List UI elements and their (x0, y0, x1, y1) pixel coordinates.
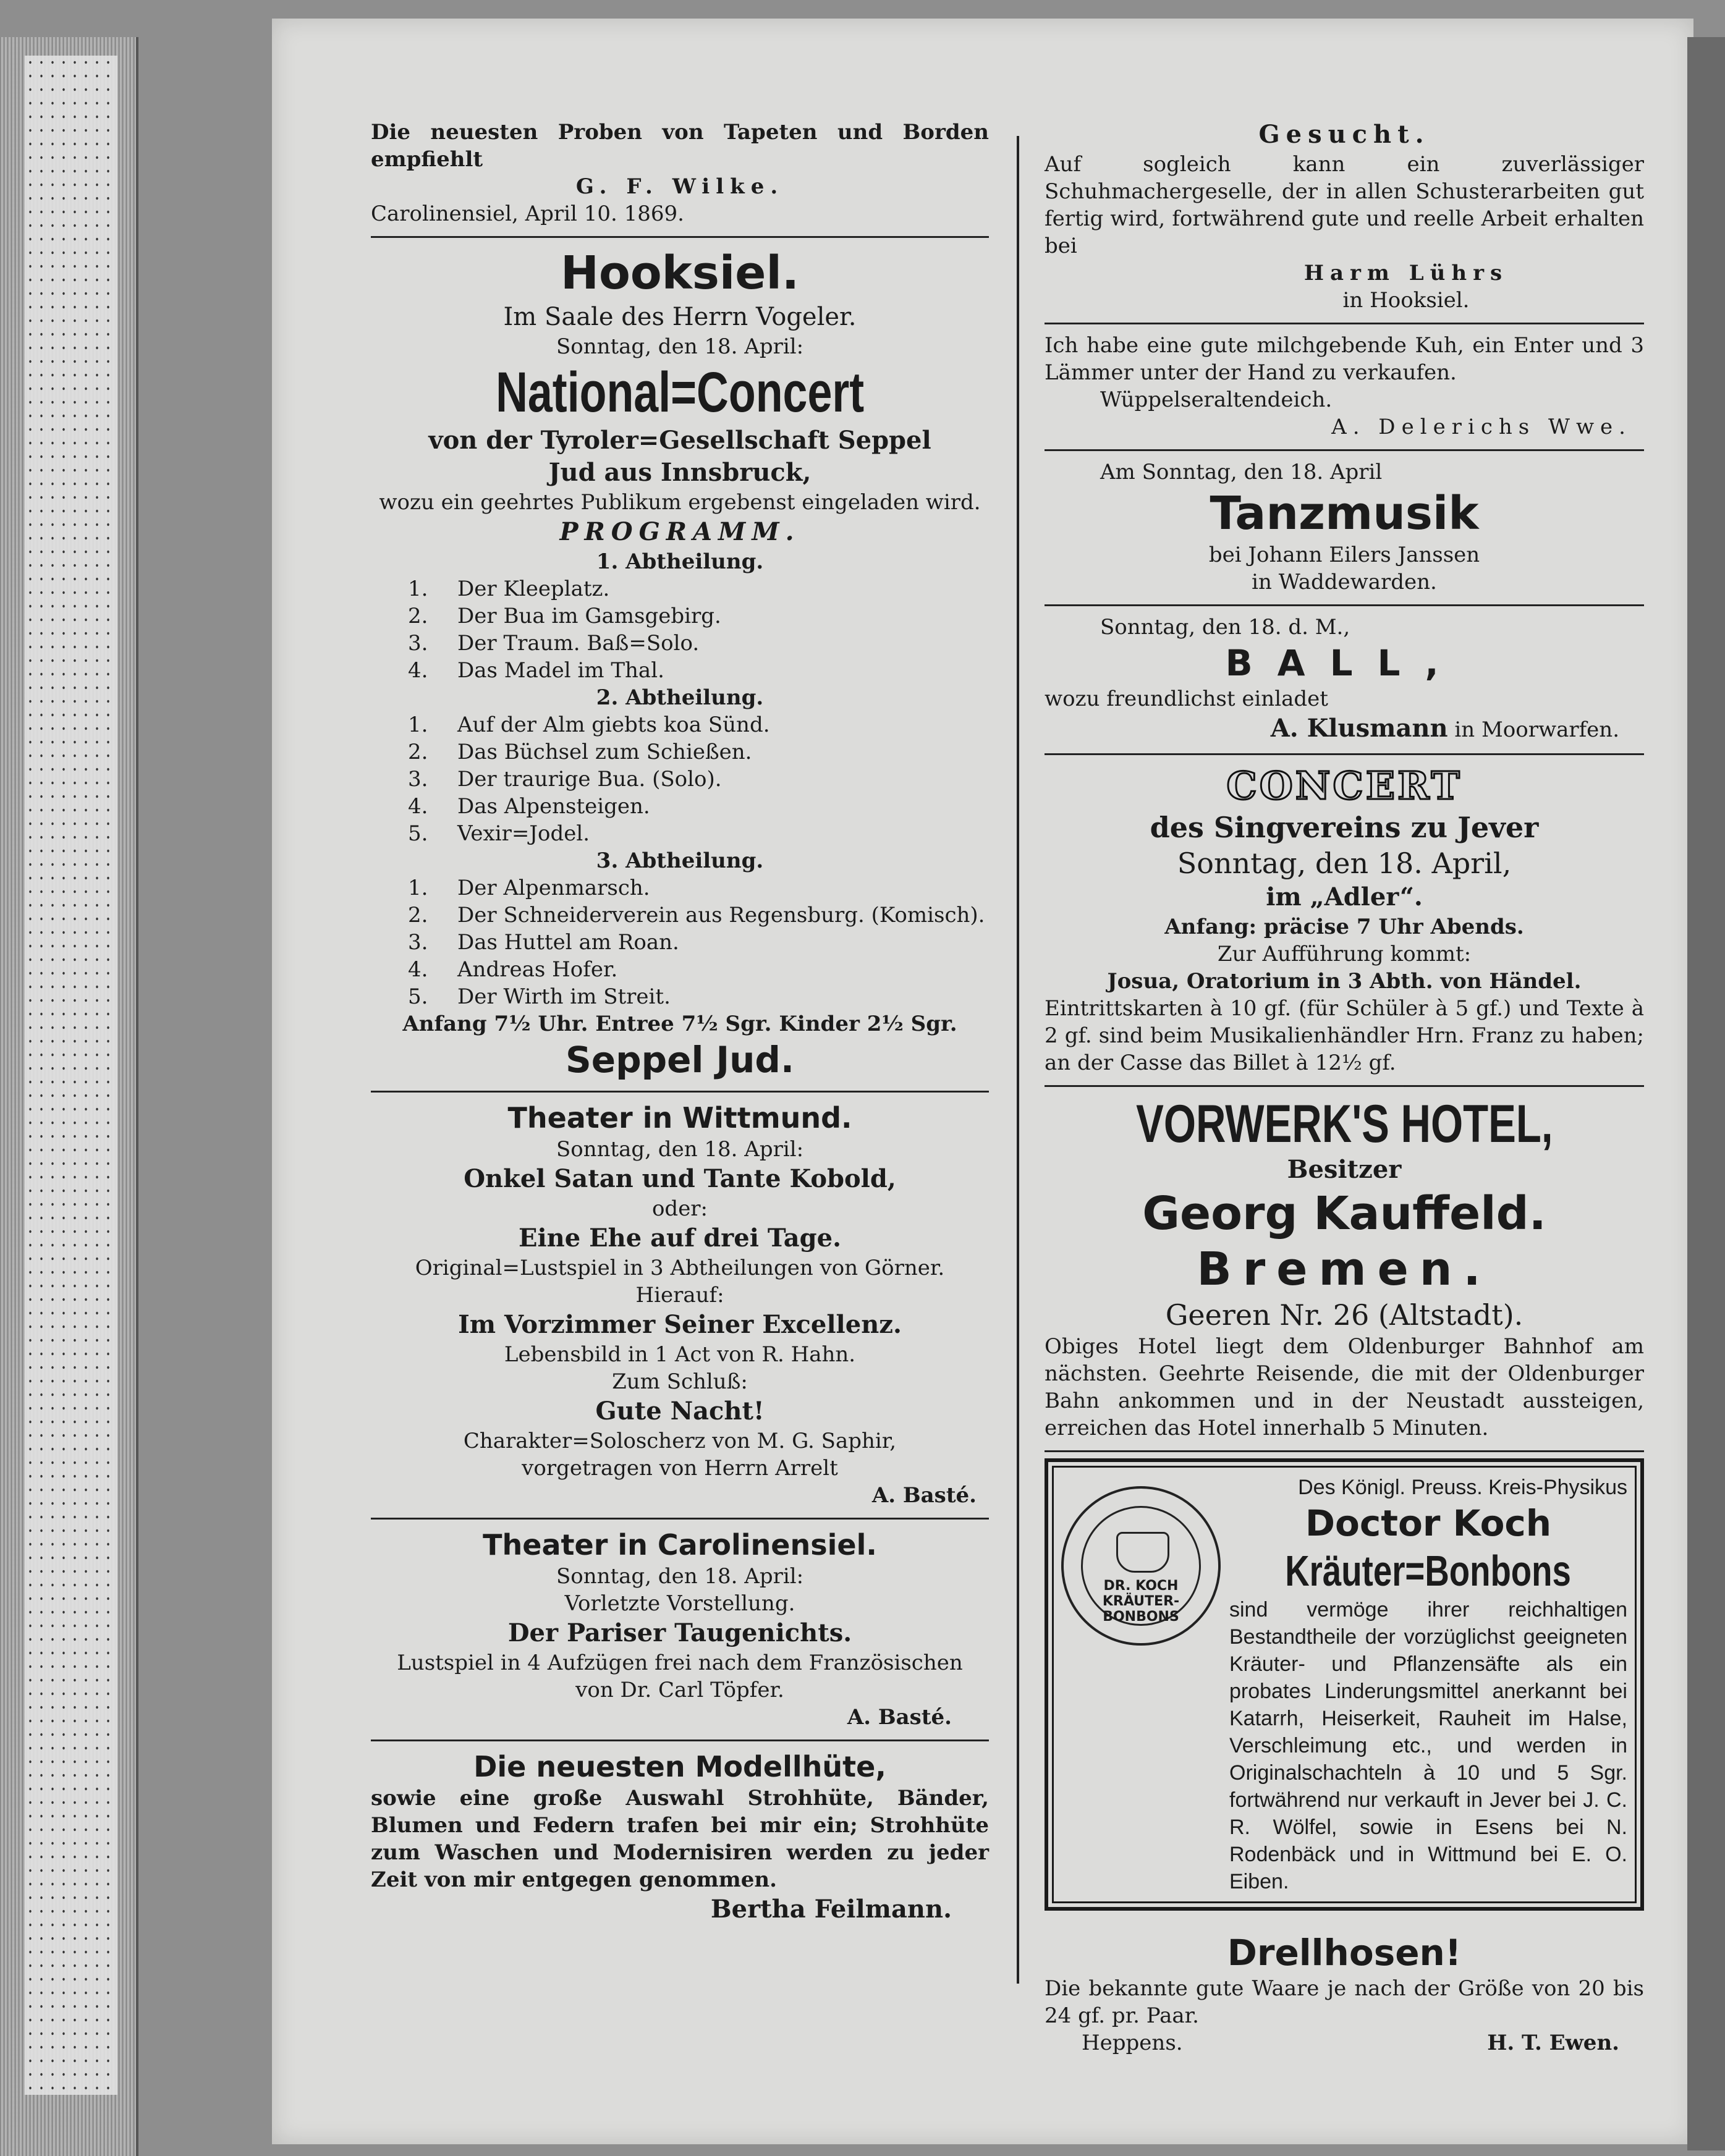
program-item-number: 4. (408, 794, 428, 819)
ad-wilke (371, 111, 989, 238)
wittmund-play3: Im Vorzimmer Seiner Excellenz. (458, 1310, 902, 1339)
ad-koch (1045, 1458, 1644, 1911)
left-column (371, 111, 989, 1934)
koch-title: Doctor Koch (1305, 1502, 1552, 1544)
koch-text: sind vermöge ihrer reichhaltigen Bestandtheile der vorzüglichst geeigneten Kräuter- und Pflanzensäfte als ein probates Linderungsmittel anerkannt bei Katarrh, Heiserkeit, Rauheit im Halse, Verschleimung etc., und werden in Originalschachteln à 10 und 5 Sgr. fortwährend nur verkauft in Jever bei J. C. R. Wölfel, sowie in Esens bei N. Rodenbäck und in Wittmund bei E. O. Eiben. (1229, 1598, 1627, 1893)
program-item-number: 1. (408, 712, 428, 737)
program-item (371, 793, 989, 820)
program-item (371, 575, 989, 602)
program-item-number: 3. (408, 767, 428, 792)
program-item (371, 929, 989, 956)
hooksiel-invite: wozu ein geehrtes Publikum ergebenst eingeladen wird. (379, 490, 981, 515)
hooksiel-sign: Seppel Jud. (566, 1039, 794, 1081)
program-item (371, 983, 989, 1010)
kuh-text: Ich habe eine gute milchgebende Kuh, ein Enter und 3 Lämmer unter der Hand zu verkaufen. (1045, 333, 1644, 385)
carolinensiel-sign: A. Basté. (847, 1705, 952, 1730)
wittmund-play: Onkel Satan und Tante Kobold, (464, 1164, 896, 1193)
ball-date: Sonntag, den 18. d. M., (1100, 615, 1350, 640)
wittmund-date: Sonntag, den 18. April: (556, 1137, 804, 1162)
program-item (371, 738, 989, 766)
program-item-number: 2. (408, 740, 428, 764)
hotel-owner-label: Besitzer (1287, 1155, 1402, 1184)
kuh-place: Wüppelseraltendeich. (1100, 387, 1333, 412)
program-item (371, 766, 989, 793)
ad-hotel (1045, 1087, 1644, 1452)
tanz-by: bei Johann Eilers Janssen (1208, 543, 1480, 567)
column-divider (1017, 136, 1019, 1984)
wittmund-end: Zum Schluß: (612, 1369, 748, 1394)
wittmund-or: oder: (651, 1196, 708, 1221)
concert-title: CONCERT (1226, 763, 1462, 808)
drell-footer (1045, 2029, 1644, 2057)
hotel-addr: Geeren Nr. 26 (Altstadt). (1165, 1298, 1524, 1332)
wittmund-desc4: Charakter=Soloscherz von M. G. Saphir, (463, 1429, 897, 1453)
hooksiel-title: Hooksiel. (561, 247, 799, 300)
program-item (371, 874, 989, 902)
carolinensiel-desc: Lustspiel in 4 Aufzügen frei nach dem Französischen (397, 1651, 963, 1675)
hooksiel-start: Anfang 7½ Uhr. Entree 7½ Sgr. Kinder 2½ Sgr. (402, 1012, 957, 1036)
program-item-number: 5. (408, 821, 428, 846)
ball-title: BALL, (1225, 642, 1464, 684)
wittmund-sign: A. Basté. (871, 1483, 977, 1508)
ad-drell (1045, 1923, 1644, 2065)
ball-sign-line (1045, 712, 1644, 745)
wittmund-desc4b: vorgetragen von Herrn Arrelt (522, 1456, 838, 1481)
program-item-number: 2. (408, 604, 428, 628)
program-item-title: Der Traum. Baß=Solo. (457, 631, 700, 656)
drell-place: Heppens. (1082, 2031, 1183, 2055)
program-item-title: Der Alpenmarsch. (457, 876, 650, 900)
ad-carolinensiel (371, 1520, 989, 1741)
ad-gesucht (1045, 111, 1644, 324)
carolinensiel-title: Theater in Carolinensiel. (483, 1528, 877, 1562)
part3-list (371, 874, 989, 1010)
ad-concert (1045, 755, 1644, 1087)
part1-heading: 1. Abtheilung. (596, 549, 764, 574)
program-item-title: Der Bua im Gamsgebirg. (457, 604, 721, 628)
hotel-city: Bremen. (1197, 1243, 1492, 1296)
program-item (371, 630, 989, 657)
tanz-title: Tanzmusik (1210, 487, 1479, 540)
program-item-title: Der traurige Bua. (Solo). (457, 767, 722, 792)
carolinensiel-date: Sonntag, den 18. April: (556, 1564, 804, 1589)
gesucht-title: Gesucht. (1258, 120, 1430, 149)
program-item-title: Vexir=Jodel. (457, 821, 590, 846)
concert-venue: im „Adler“. (1266, 882, 1423, 911)
koch-seal (1061, 1486, 1221, 1646)
koch-seal-text: DR. KOCH KRÄUTER-BONBONS (1102, 1578, 1180, 1625)
program-item (371, 902, 989, 929)
carolinensiel-desc2: von Dr. Carl Töpfer. (575, 1678, 784, 1702)
gesucht-place: in Hooksiel. (1342, 288, 1470, 313)
concert-work: Josua, Oratorium in 3 Abth. von Händel. (1107, 969, 1582, 994)
tanz-date: Am Sonntag, den 18. April (1100, 460, 1383, 484)
program-item-title: Andreas Hofer. (457, 957, 618, 982)
wittmund-play2: Eine Ehe auf drei Tage. (518, 1224, 842, 1253)
program-item-number: 3. (408, 631, 428, 656)
part1-list (371, 575, 989, 684)
koch-top: Des Königl. Preuss. Kreis-Physikus (1298, 1476, 1627, 1499)
program-item-title: Der Kleeplatz. (457, 577, 610, 601)
program-item-title: Das Huttel am Roan. (457, 930, 679, 955)
hooksiel-venue: Im Saale des Herrn Vogeler. (503, 303, 857, 331)
program-item (371, 956, 989, 983)
drell-text: Die bekannte gute Waare je nach der Größe von 20 bis 24 gf. pr. Paar. (1045, 1976, 1644, 2028)
hooksiel-event: National=Concert (495, 361, 865, 424)
hotel-owner: Georg Kauffeld. (1142, 1187, 1546, 1240)
hats-title: Die neuesten Modellhüte, (473, 1750, 886, 1783)
part2-list (371, 711, 989, 847)
program-item-number: 5. (408, 984, 428, 1009)
concert-perf: Zur Aufführung kommt: (1217, 942, 1472, 966)
carolinensiel-note: Vorletzte Vorstellung. (564, 1591, 795, 1616)
program-item (371, 711, 989, 738)
wilke-text: Die neuesten Proben von Tapeten und Borden empfiehlt (371, 120, 989, 172)
concert-start: Anfang: präcise 7 Uhr Abends. (1164, 915, 1524, 939)
program-item-title: Der Wirth im Streit. (457, 984, 671, 1009)
tanz-place: in Waddewarden. (1252, 570, 1437, 594)
hats-sign: Bertha Feilmann. (710, 1895, 952, 1924)
right-column (1045, 111, 1644, 2065)
part3-heading: 3. Abtheilung. (596, 848, 764, 873)
carolinensiel-play: Der Pariser Taugenichts. (507, 1618, 852, 1647)
ball-place: in Moorwarfen. (1454, 717, 1619, 742)
ball-invite: wozu freundlichst einladet (1045, 687, 1328, 711)
koch-title2: Kräuter=Bonbons (1285, 1547, 1572, 1595)
program-item-title: Der Schneiderverein aus Regensburg. (Komisch). (457, 903, 985, 928)
gesucht-name: Harm Lührs (1303, 261, 1509, 285)
program-item-title: Das Büchsel zum Schießen. (457, 740, 752, 764)
wittmund-then: Hierauf: (635, 1283, 724, 1308)
hooksiel-date: Sonntag, den 18. April: (556, 334, 804, 359)
program-item (371, 602, 989, 630)
part2-heading: 2. Abtheilung. (596, 685, 764, 710)
ad-kuh (1045, 324, 1644, 451)
program-item-number: 4. (408, 658, 428, 683)
wittmund-desc3: Lebensbild in 1 Act von R. Hahn. (504, 1342, 856, 1367)
program-item (371, 657, 989, 684)
drell-title: Drellhosen! (1227, 1932, 1462, 1974)
ball-sign: A. Klusmann (1270, 714, 1448, 743)
koch-inner (1052, 1466, 1637, 1903)
page-edge-speckle (25, 56, 117, 2095)
hooksiel-by: von der Tyroler=Gesellschaft Seppel (428, 426, 931, 455)
program-item-number: 2. (408, 903, 428, 928)
ad-wittmund (371, 1093, 989, 1520)
hotel-title: VORWERK'S HOTEL, (1135, 1094, 1553, 1154)
drell-sign: H. T. Ewen. (1487, 2031, 1619, 2055)
hats-text: sowie eine große Auswahl Strohhüte, Bänder, Blumen und Federn trafen bei mir ein; Strohhüte zum Waschen und Modernisiren werden zu jeder Zeit von mir entgegen genommen. (371, 1786, 989, 1892)
hooksiel-by2: Jud aus Innsbruck, (548, 458, 812, 487)
wittmund-play4: Gute Nacht! (595, 1397, 765, 1426)
program-item-number: 4. (408, 957, 428, 982)
ad-tanz (1045, 451, 1644, 606)
program-item-number: 1. (408, 577, 428, 601)
ad-ball (1045, 606, 1644, 755)
program-item-number: 3. (408, 930, 428, 955)
program-item-title: Das Madel im Thal. (457, 658, 664, 683)
gesucht-text: Auf sogleich kann ein zuverlässiger Schuhmachergeselle, der in allen Schusterarbeiten gut fertig wird, fortwährend gute und reelle Arbeit erhalten bei (1045, 152, 1644, 258)
program-item-number: 1. (408, 876, 428, 900)
program-item-title: Das Alpensteigen. (457, 794, 650, 819)
kuh-sign: A. Delerichs Wwe. (1331, 415, 1632, 439)
next-page-edge (1687, 37, 1725, 2150)
ad-hats (371, 1741, 989, 1934)
wittmund-title: Theater in Wittmund. (507, 1101, 852, 1135)
hotel-text: Obiges Hotel liegt dem Oldenburger Bahnhof am nächsten. Geehrte Reisende, die mit der Oldenburger Bahn ankommen und in der Neustadt aussteigen, erreichen das Hotel innerhalb 5 Minuten. (1045, 1334, 1644, 1440)
wilke-date: Carolinensiel, April 10. 1869. (371, 201, 684, 226)
concert-text: Eintrittskarten à 10 gf. (für Schüler à 5 gf.) und Texte à 2 gf. sind beim Musikalienhändler Hrn. Franz zu haben; an der Casse das Billet à 12½ gf. (1045, 996, 1644, 1075)
wittmund-desc: Original=Lustspiel in 3 Abtheilungen von Görner. (415, 1256, 945, 1280)
ad-hooksiel (371, 238, 989, 1093)
program-heading: PROGRAMM. (559, 517, 800, 546)
wilke-name: G. F. Wilke. (575, 174, 784, 199)
program-item (371, 820, 989, 847)
concert-sub: des Singvereins zu Jever (1150, 811, 1539, 844)
concert-date: Sonntag, den 18. April, (1177, 847, 1512, 880)
program-item-title: Auf der Alm giebts koa Sünd. (457, 712, 770, 737)
